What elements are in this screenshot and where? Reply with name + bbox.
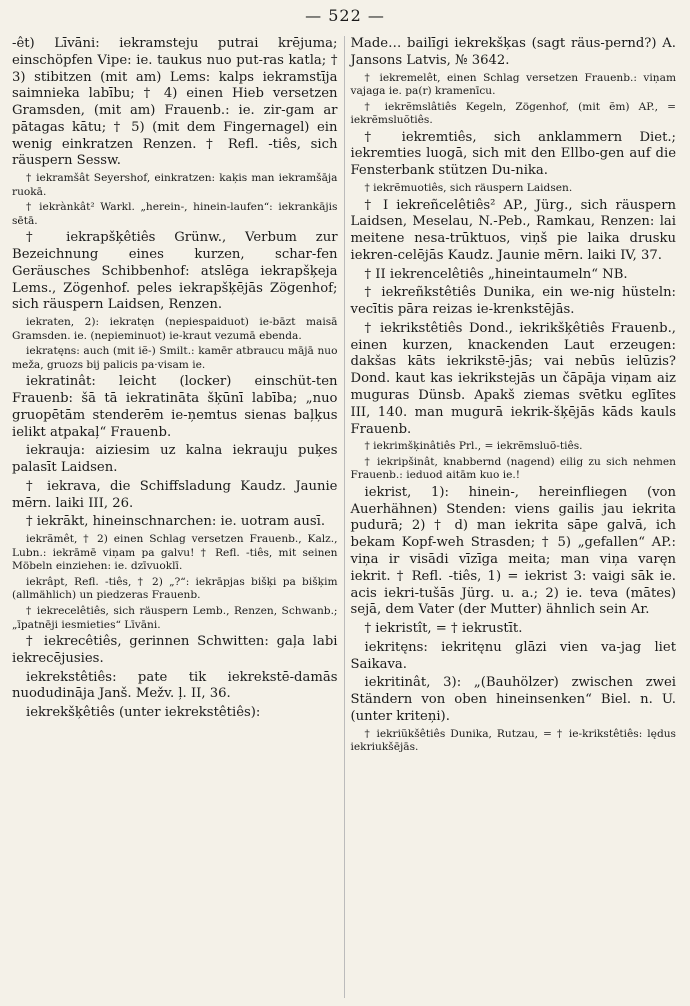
dictionary-entry: † iekrapšķêtiês Grünw., Verbum zur Bezeichnung eines kurzen, schar-fen Geräusches Schibbenhof: atslēga iekrapšķeja Lems., Zögenhof. peles iekrapšķējās Zögenhof; sich räuspern Laidsen, Renzen. — [12, 230, 338, 313]
dictionary-entry: † iekripšinât, knabbernd (nagend) eilig zu sich nehmen Frauenb.: ieduod aitām kuo ie.! — [350, 455, 676, 482]
dictionary-entry: iekrekstêtiês: pate tik iekrekstē-damās nuodudināja Janš. Mežv. ļ. II, 36. — [12, 669, 338, 702]
dictionary-entry: iekrâpt, Refl. -tiês, † 2) „?“: iekrāpjas bišķi pa bišķim (allmählich) un piedzeras Frauenb. — [12, 575, 338, 602]
dictionary-entry: iekraten, 2): iekratęn (nepiespaiduot) ie-bāzt maisā Gramsden. ie. (nepieminuot) ie-kraut vezumā ebenda. — [12, 316, 338, 342]
dictionary-entry: iekrekšķêtiês (unter iekrekstêtiês): — [26, 705, 261, 721]
dictionary-entry: Made… bailīgi iekrekšķas (sagt räus-pernd?) A. Jansons Latvis, № 3642. — [350, 36, 676, 68]
dictionary-entry: † iekrikstêtiês Dond., iekrikšķêtiês Frauenb., einen kurzen, knackenden Laut erzeugen: dakšas kāts iekrikstē-jās; vai nebūs ielūzis? Dond. kaut kas iekrikstejās un čāpāja viņam aiz muguras Dünsb. Apakš ziemas svētku eglītes III, 140. man mugurā iekrik-šķējās kāds kauls Frauenb. — [350, 320, 676, 437]
dictionary-entry: † iekristît, = † iekrustīt. — [364, 621, 523, 637]
dictionary-entry: iekrãmêt, † 2) einen Schlag versetzen Frauenb., Kalz., Lubn.: iekrāmē viņam pa galvu! † Refl. -tiês, mit seinen Möbeln einziehen: ie. dzīvuoklī. — [12, 533, 338, 573]
dictionary-entry: iekritinât, 3): „(Bauhölzer) zwischen zwei Ständern von oben hineinsenken“ Biel. n. U. (unter kriteņi). — [350, 675, 676, 724]
dictionary-entry: † iekrākt, hineinschnarchen: ie. uotram ausī. — [26, 514, 326, 530]
left-column — [12, 36, 344, 998]
dictionary-entry: † iekriũkšêtiês Dunika, Rutzau, = † ie-krikstêtiês: lędus iekriukšējās. — [350, 727, 676, 754]
dictionary-entry: † iekremelêt, einen Schlag versetzen Frauenb.: viņam vajaga ie. pa(r) kramenīcu. — [350, 71, 676, 98]
dictionary-entry: iekritęns: iekritęnu glāzi vien va-jag liet Saikava. — [350, 639, 676, 672]
dictionary-entry: iekratęns: auch (mit iẽ-) Smilt.: kamēr atbraucu mājā nuo meža, gruozs bij palicis pa·visam ie. — [12, 345, 338, 371]
dictionary-entry: † iekrava, die Schiffsladung Kaudz. Jaunie mērn. laiki III, 26. — [12, 478, 338, 511]
dictionary-entry: † iekreñkstêtiês Dunika, ein we-nig hüsteln: vecītis pāra reizas ie-krenkstējās. — [350, 285, 676, 318]
dictionary-entry: † iekrimšķinâtiês Prl., = iekrẽmsluõ-tiês. — [364, 440, 583, 453]
dictionary-entry: † iekrecêtiês, gerinnen Schwitten: gaļa labi iekrecējusies. — [12, 634, 338, 666]
dictionary-columns — [12, 36, 676, 998]
dictionary-entry: iekrauja: aiziesim uz kalna iekrauju puķes palasīt Laidsen. — [12, 443, 338, 476]
dictionary-entry: † iekrẽmslâtiês Kegeln, Zögenhof, (mit ẽm) AP., = iekrẽmsluõtiês. — [350, 100, 676, 127]
dictionary-entry: † I iekreñcelêtiês² AP., Jürg., sich räuspern Laidsen, Meselau, N.-Peb., Ramkau, Renzen: lai meitene nesa-trūktuos, viņš pie laika drusku iekren-celējās Kaudz. Jaunie mērn. laiki IV, 37. — [350, 197, 676, 263]
dictionary-entry: -êt) Līvāni: iekramsteju putrai krējuma; einschöpfen Vipe: ie. taukus nuo put-ras katla; † 3) stibitzen (mit am) Lems: kalps iekramstīja saimnieka labību; † 4) einen Hieb versetzen Gramsden, (mit am) Frauenb.: ie. zir-gam ar pātagas kātu; † 5) (mit dem Fingernagel) ein wenig einkratzen Renzen. † Refl. -tiês, sich räuspern Sessw. — [12, 36, 338, 169]
dictionary-entry: † iekremtiês, sich anklammern Diet.; iekremties luogā, sich mit den Ellbo-gen auf die Fensterbank stützen Du-nika. — [350, 129, 676, 179]
dictionary-entry: † iekramšât Seyershof, einkratzen: kaķis man iekramšāja ruokā. — [12, 172, 338, 198]
dictionary-entry: † iekrẽmuotiês, sich räuspern Laidsen. — [364, 182, 573, 195]
dictionary-entry: iekrist, 1): hinein-, hereinfliegen (von Auerhähnen) Stenden: viens gailis jau iekrita pudurā; 2) † d) man iekrita sāpe galvā, ich bekam Kopf-weh Strasden; † 5) „gefallen“ AP.: viņa ir visādi vīzīga meita; man viņa varęn iekrit. † Refl. -tiês, 1) = iekrist 3: vaigi sāk ie. acis iekri-tušās Jürg. u. a.; 2) ie. teva (mātes) sejā, dem Vater (der Mutter) ähnlich sein Ar. — [350, 484, 676, 618]
dictionary-entry: † II iekrencelêtiês „hineintaumeln“ NB. — [364, 266, 628, 282]
dictionary-entry: † iekrecelêtiês, sich räuspern Lemb., Renzen, Schwanb.; „īpatnēji iesmieties“ Līvāni. — [12, 604, 338, 631]
dictionary-entry: † iekrànkât² Warkl. „herein-, hinein-laufen“: iekrankājis sētā. — [12, 201, 338, 227]
page-number: — 522 — — [305, 6, 385, 25]
right-column — [344, 36, 677, 998]
dictionary-entry: iekratinât: leicht (locker) einschüt-ten Frauenb: šā tā iekratināta šķūnī labība; „nuo gruopētām stenderēm ie-ņemtus sienas baļķus ielikt atpakaļ“ Frauenb. — [12, 374, 338, 440]
